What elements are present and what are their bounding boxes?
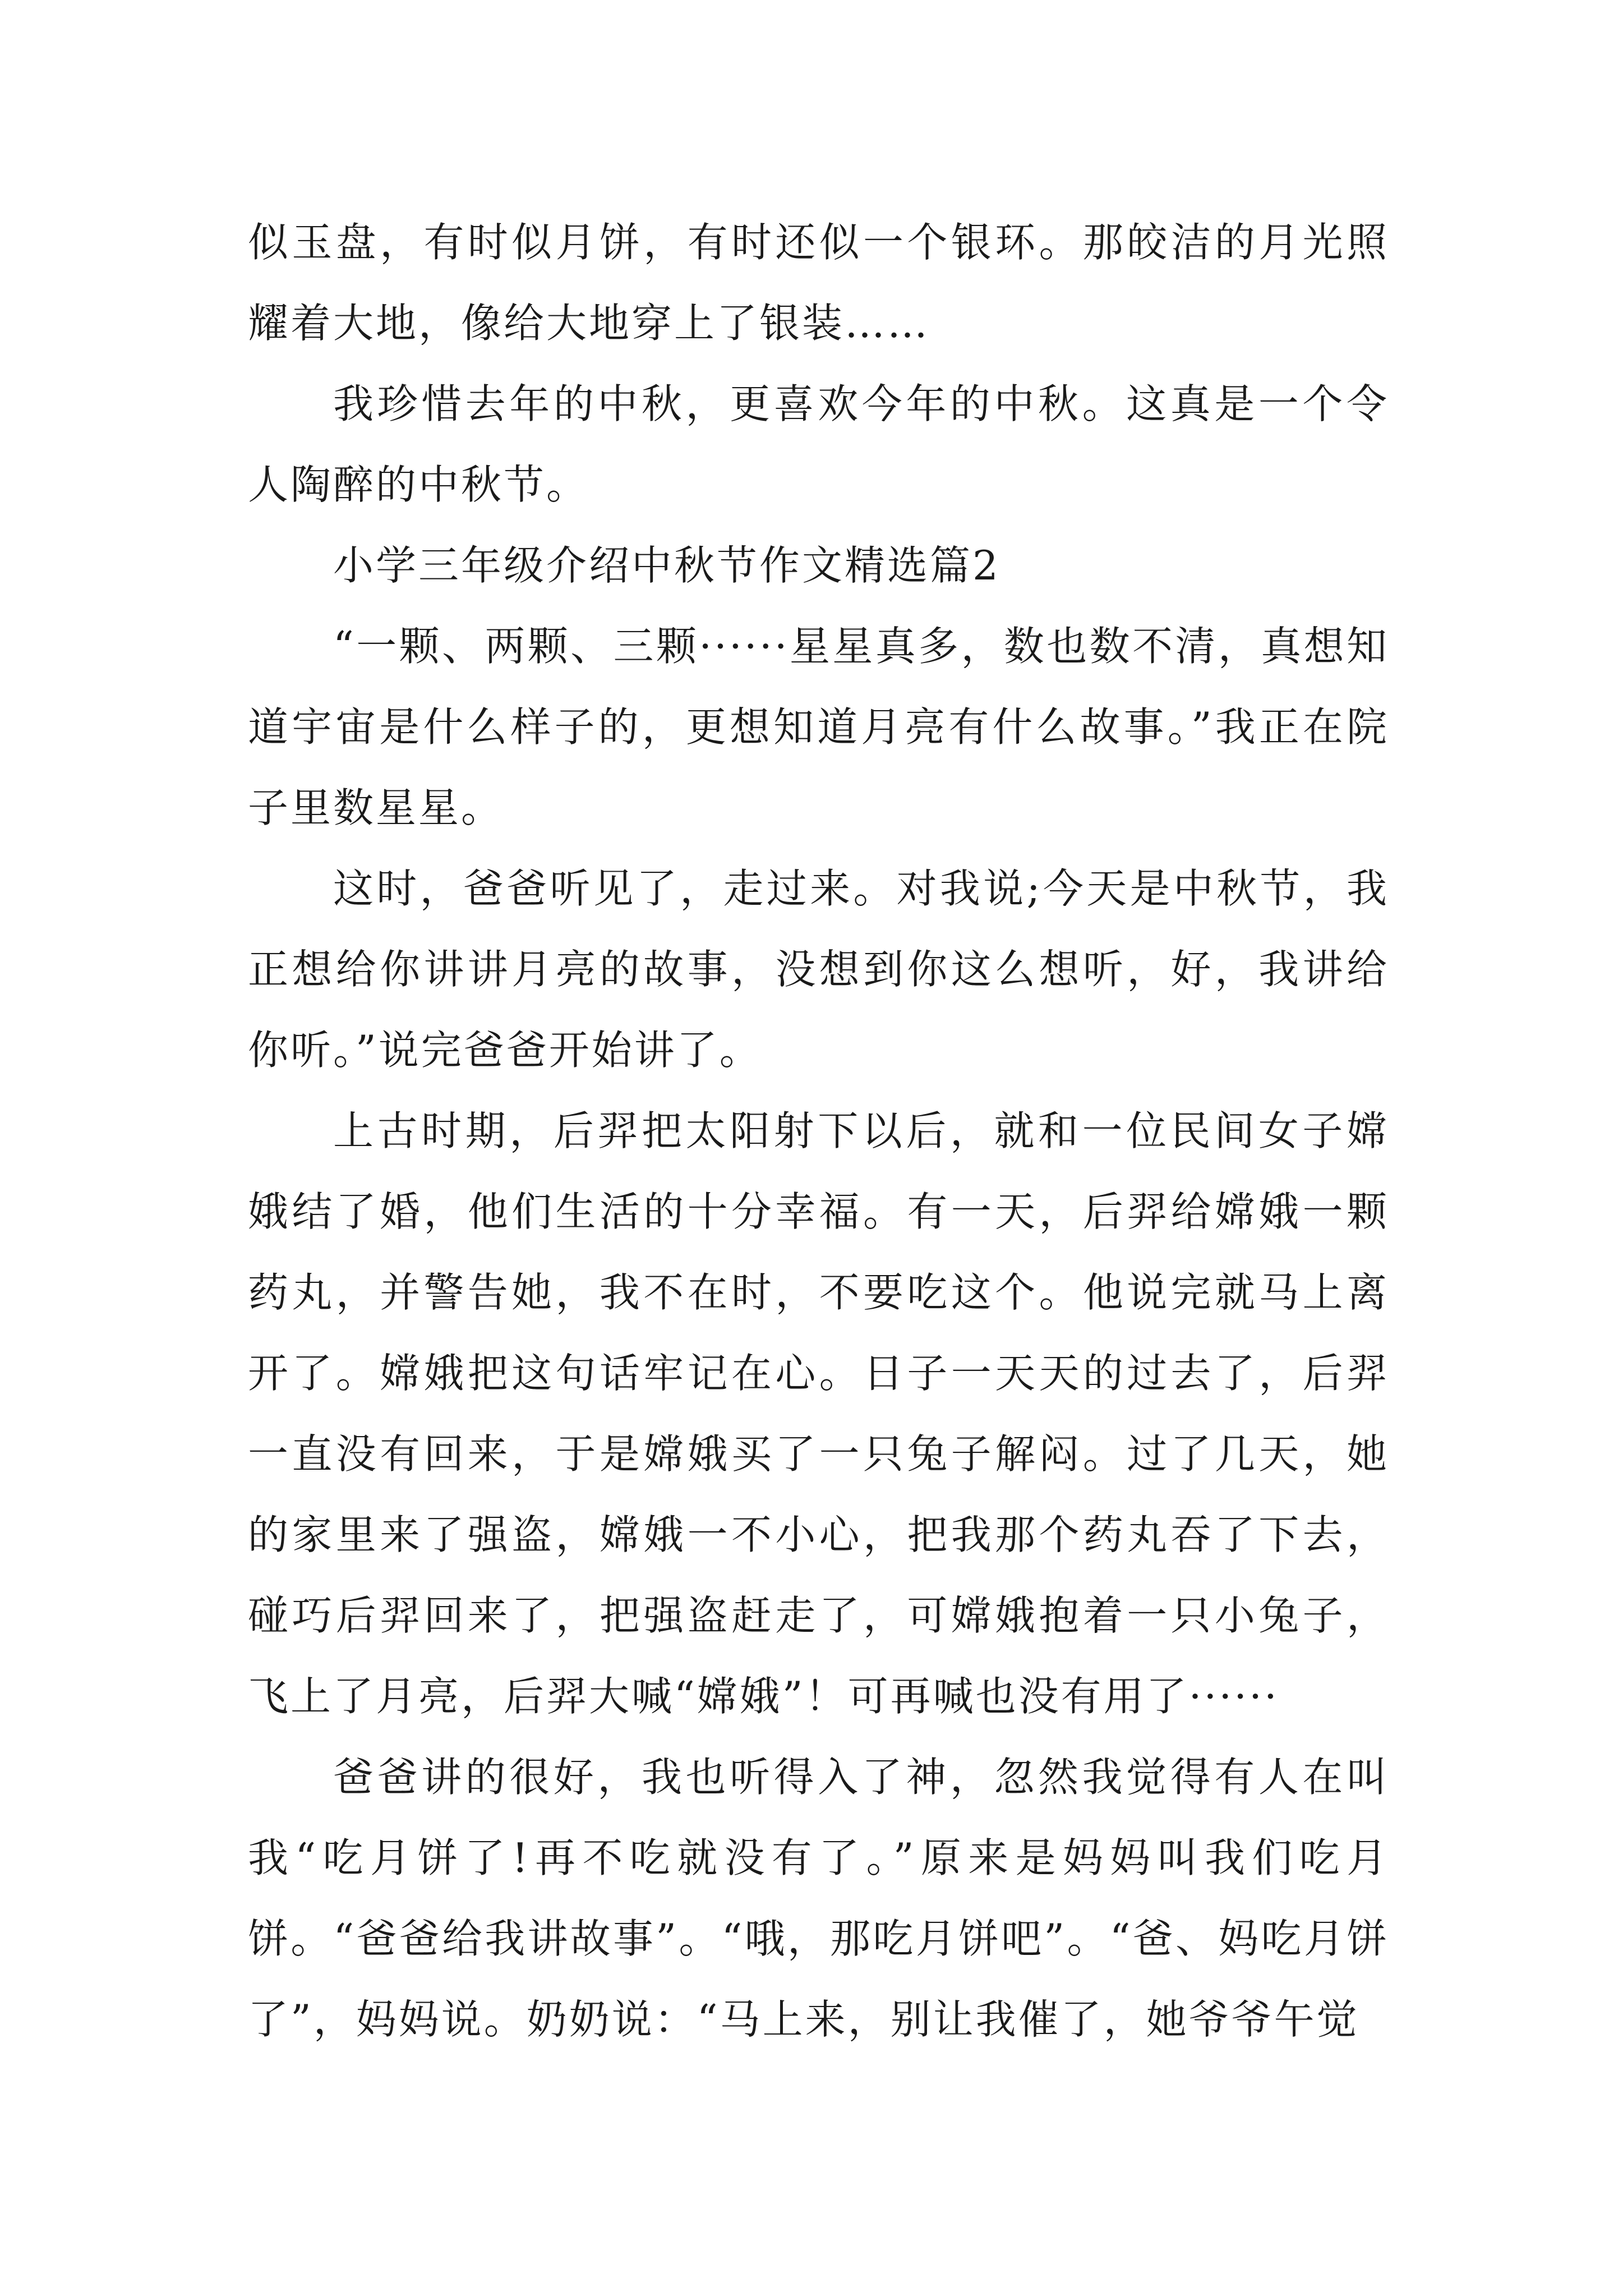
paragraph: 爸爸讲的很好，我也听得入了神，忽然我觉得有人在叫我“吃月饼了!再不吃就没有了。”原来是妈妈叫我们吃月饼。“爸爸给我讲故事”。“哦，那吃月饼吧”。“爸、妈吃月饼了”，妈妈说。奶奶说：“马上来，别让我催了，她爷爷午觉 (248, 1754, 1389, 2043)
paragraph: 我珍惜去年的中秋，更喜欢今年的中秋。这真是一个令人陶醉的中秋节。 (248, 380, 1389, 508)
paragraph: 这时，爸爸听见了，走过来。对我说;今天是中秋节，我正想给你讲讲月亮的故事，没想到你这么想听，好，我讲给你听。”说完爸爸开始讲了。 (248, 865, 1389, 1074)
document-body (248, 202, 1389, 2060)
paragraph: “一颗、两颗、三颗······星星真多，数也数不清，真想知道宇宙是什么样子的，更想知道月亮有什么故事。”我正在院子里数星星。 (248, 623, 1389, 831)
section-heading: 小学三年级介绍中秋节作文精选篇2 (333, 542, 1000, 589)
paragraph: 上古时期，后羿把太阳射下以后，就和一位民间女子嫦娥结了婚，他们生活的十分幸福。有一天，后羿给嫦娥一颗药丸，并警告她，我不在时，不要吃这个。他说完就马上离开了。嫦娥把这句话牢记在心。日子一天天的过去了，后羿一直没有回来，于是嫦娥买了一只兔子解闷。过了几天，她的家里来了强盗，嫦娥一不小心，把我那个药丸吞了下去，碰巧后羿回来了，把强盗赶走了，可嫦娥抱着一只小兔子，飞上了月亮，后羿大喊“嫦娥”！可再喊也没有用了······ (248, 1107, 1389, 1720)
paragraph: 似玉盘，有时似月饼，有时还似一个银环。那皎洁的月光照耀着大地，像给大地穿上了银装…… (248, 219, 1389, 347)
